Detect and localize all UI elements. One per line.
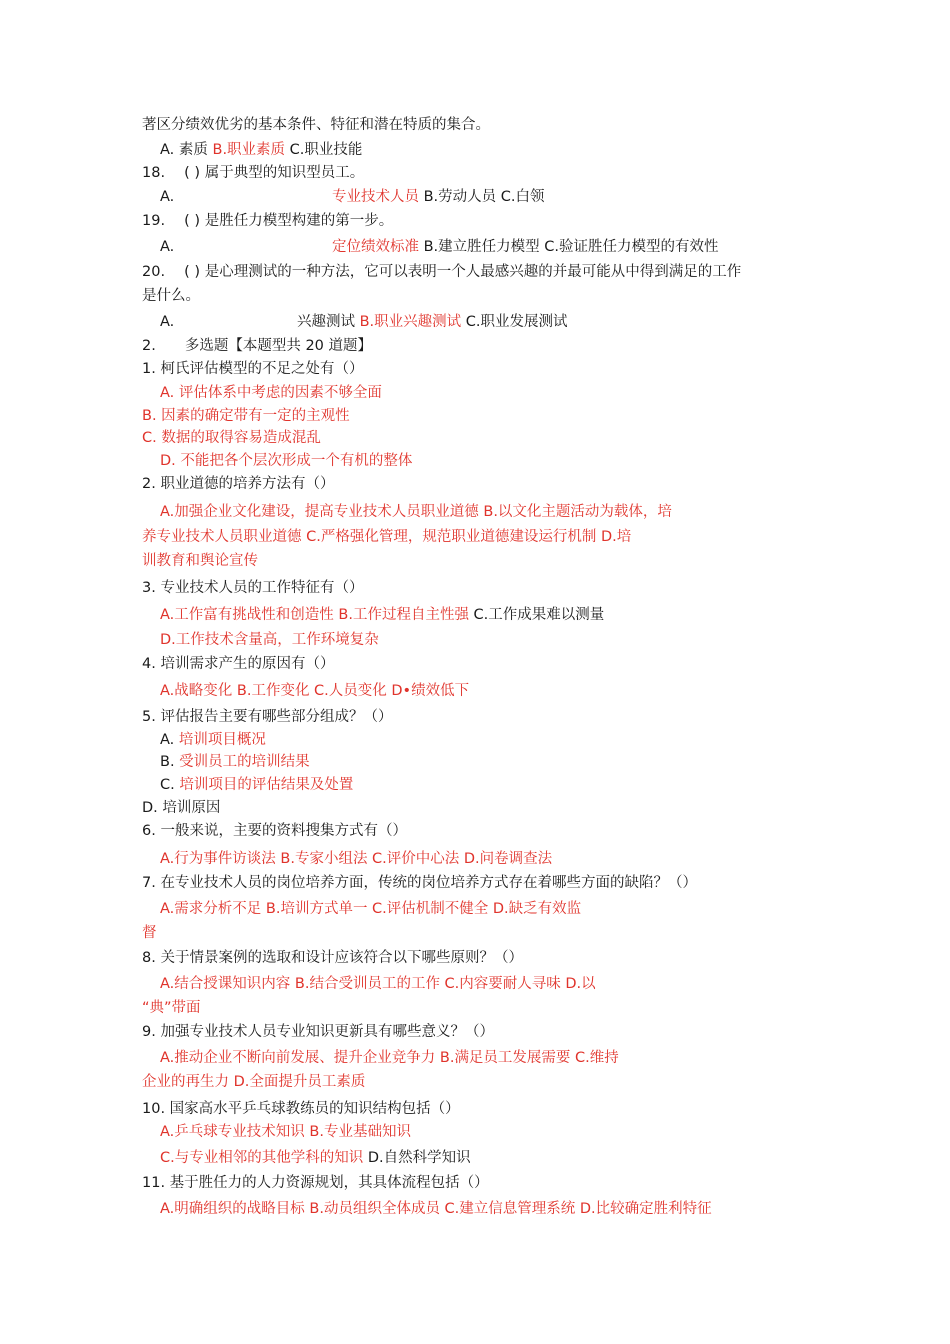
question-text: C.职业技能 <box>289 142 363 158</box>
answer-text: “典”带面 <box>142 1000 201 1016</box>
text-line <box>160 1199 712 1219</box>
answer-text: C.与专业相邻的其他学科的知识 <box>160 1150 368 1166</box>
answer-text: B.职业素质 <box>212 142 290 158</box>
text-line <box>160 849 552 869</box>
answer-text: 受训员工的培训结果 <box>179 754 310 770</box>
question-text: 2. 多选题【本题型共 20 道题】 <box>142 338 373 354</box>
text-line <box>142 798 220 818</box>
answer-text: 训教育和舆论宣传 <box>142 553 258 569</box>
text-line <box>142 1173 489 1193</box>
text-line <box>142 163 364 183</box>
text-line <box>160 681 469 701</box>
text-line <box>142 578 363 598</box>
text-line <box>142 873 697 893</box>
text-line <box>160 1122 411 1142</box>
question-text: 10. 国家高水平乒乓球教练员的知识结构包括（） <box>142 1101 460 1117</box>
text-line <box>142 474 334 494</box>
text-line <box>160 974 596 994</box>
question-text: 18. ( ) 属于典型的知识型员工。 <box>142 165 365 181</box>
answer-text: C. 数据的取得容易造成混乱 <box>142 430 321 446</box>
text-line <box>332 237 719 257</box>
text-line <box>142 406 350 426</box>
text-line <box>142 1022 494 1042</box>
question-text: C. <box>160 777 180 793</box>
answer-text: A.明确组织的战略目标 B.动员组织全体成员 C.建立信息管理系统 D.比较确定胜利特征 <box>160 1201 712 1217</box>
text-line <box>160 752 310 772</box>
question-text: 兴趣测试 <box>297 314 360 330</box>
text-line <box>142 821 407 841</box>
question-text: 6. 一般来说，主要的资料搜集方式有（） <box>142 823 407 839</box>
question-text: A. <box>160 314 175 330</box>
text-line <box>160 605 604 625</box>
question-text: B.劳动人员 C.白领 <box>423 189 545 205</box>
question-text: A. <box>160 732 179 748</box>
text-line <box>142 1099 460 1119</box>
text-line <box>160 140 362 160</box>
question-text: 著区分绩效优劣的基本条件、特征和潜在特质的集合。 <box>142 117 490 133</box>
text-line <box>160 899 581 919</box>
answer-text: B.职业兴趣测试 <box>359 314 466 330</box>
question-text: D. 培训原因 <box>142 800 221 816</box>
question-text: 4. 培训需求产生的原因有（） <box>142 656 335 672</box>
text-line <box>142 707 392 727</box>
question-text: 是什么。 <box>142 288 200 304</box>
text-line <box>160 312 174 332</box>
text-line <box>160 451 412 471</box>
question-text: B.建立胜任力模型 C.验证胜任力模型的有效性 <box>423 239 719 255</box>
text-line <box>142 286 200 306</box>
question-text: C.职业发展测试 <box>465 314 568 330</box>
text-line <box>160 1048 619 1068</box>
answer-text: A.行为事件访谈法 B.专家小组法 C.评价中心法 D.问卷调查法 <box>160 851 553 867</box>
text-line <box>142 923 157 943</box>
question-text: 2. 职业道德的培养方法有（） <box>142 476 335 492</box>
question-text: D.自然科学知识 <box>367 1150 471 1166</box>
text-line <box>160 237 174 257</box>
answer-text: 养专业技术人员职业道德 C.严格强化管理，规范职业道德建设运行机制 D.培 <box>142 529 632 545</box>
question-text: 19. ( ) 是胜任力模型构建的第一步。 <box>142 213 394 229</box>
question-text: 11. 基于胜任力的人力资源规划，其具体流程包括（） <box>142 1175 489 1191</box>
answer-text: 专业技术人员 <box>332 189 424 205</box>
question-text: A. <box>160 239 175 255</box>
answer-text: A.战略变化 B.工作变化 C.人员变化 D•绩效低下 <box>160 683 470 699</box>
text-line <box>142 336 372 356</box>
text-line <box>142 211 393 231</box>
answer-text: 培训项目的评估结果及处置 <box>179 777 354 793</box>
answer-text: A.需求分析不足 B.培训方式单一 C.评估机制不健全 D.缺乏有效监 <box>160 901 582 917</box>
text-line <box>142 654 334 674</box>
answer-text: D. 不能把各个层次形成一个有机的整体 <box>160 453 413 469</box>
answer-text: B. 因素的确定带有一定的主观性 <box>142 408 350 424</box>
text-line <box>160 630 379 650</box>
text-line <box>142 115 490 135</box>
question-text: 7. 在专业技术人员的岗位培养方面，传统的岗位培养方式存在着哪些方面的缺陷？（） <box>142 875 697 891</box>
question-text: 5. 评估报告主要有哪些部分组成？（） <box>142 709 393 725</box>
answer-text: 定位绩效标准 <box>332 239 424 255</box>
text-line <box>142 359 363 379</box>
text-line <box>142 551 258 571</box>
question-text: A. 素质 <box>160 142 213 158</box>
question-text: C.工作成果难以测量 <box>473 607 605 623</box>
answer-text: A. 评估体系中考虑的因素不够全面 <box>160 385 382 401</box>
question-text: 8. 关于情景案例的选取和设计应该符合以下哪些原则？（） <box>142 950 523 966</box>
question-text: 20. ( ) 是心理测试的一种方法，它可以表明一个人最感兴趣的并最可能从中得到满足的工作 <box>142 264 742 280</box>
text-line <box>332 187 545 207</box>
text-line <box>142 527 631 547</box>
answer-text: 督 <box>142 925 157 941</box>
answer-text: 企业的再生力 D.全面提升员工素质 <box>142 1074 366 1090</box>
text-line <box>160 383 382 403</box>
answer-text: A.乒乓球专业技术知识 B.专业基础知识 <box>160 1124 411 1140</box>
question-text: 3. 专业技术人员的工作特征有（） <box>142 580 364 596</box>
text-line <box>160 1148 471 1168</box>
question-text: B. <box>160 754 180 770</box>
text-line <box>160 187 174 207</box>
question-text: 9. 加强专业技术人员专业知识更新具有哪些意义？（） <box>142 1024 494 1040</box>
text-line <box>142 262 741 282</box>
text-line <box>142 948 523 968</box>
text-line <box>160 730 266 750</box>
answer-text: A.结合授课知识内容 B.结合受训员工的工作 C.内容要耐人寻味 D.以 <box>160 976 596 992</box>
answer-text: A.推动企业不断向前发展、提升企业竞争力 B.满足员工发展需要 C.维持 <box>160 1050 619 1066</box>
text-line <box>160 502 672 522</box>
text-line <box>297 312 568 332</box>
question-text: A. <box>160 189 175 205</box>
question-text: 1. 柯氏评估模型的不足之处有（） <box>142 361 364 377</box>
text-line <box>160 775 353 795</box>
text-line <box>142 1072 365 1092</box>
text-line <box>142 998 201 1018</box>
answer-text: A.加强企业文化建设，提高专业技术人员职业道德 B.以文化主题活动为载体，培 <box>160 504 672 520</box>
answer-text: D.工作技术含量高，工作环境复杂 <box>160 632 379 648</box>
answer-text: 培训项目概况 <box>178 732 266 748</box>
answer-text: A.工作富有挑战性和创造性 B.工作过程自主性强 <box>160 607 474 623</box>
text-line <box>142 428 321 448</box>
